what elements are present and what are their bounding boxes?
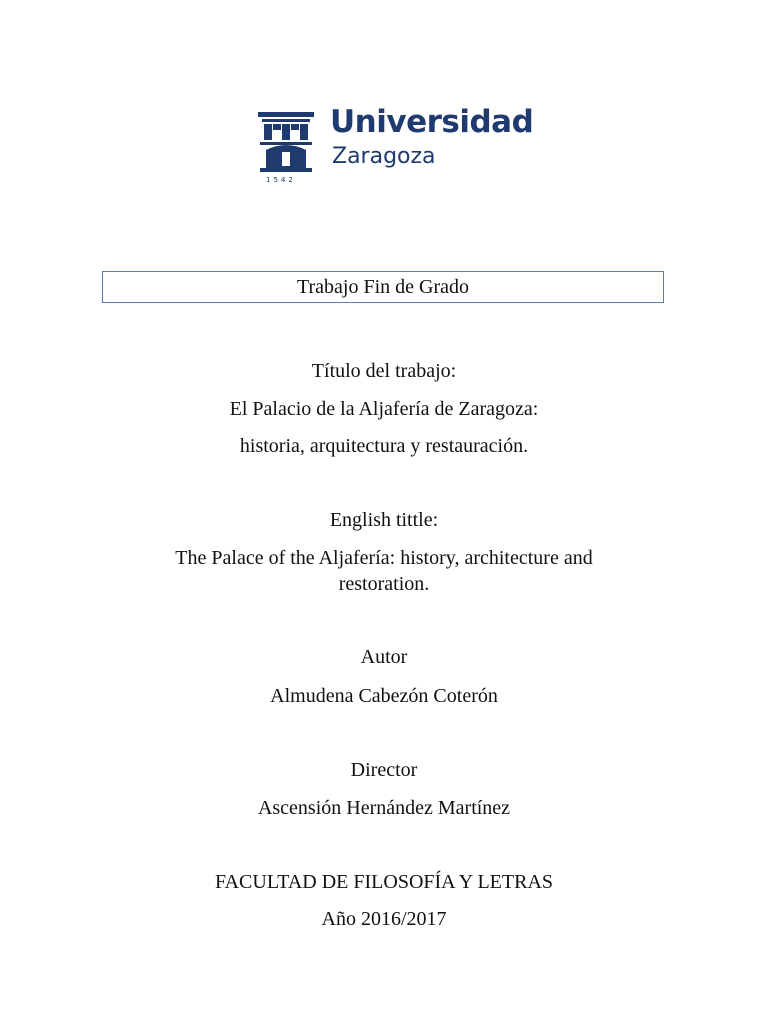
academic-year: Año 2016/2017 [321, 908, 447, 930]
director-name: Ascensión Hernández Martínez [257, 797, 511, 819]
document-type-box [102, 271, 664, 303]
university-logo [256, 104, 536, 190]
author-name: Almudena Cabezón Coterón [270, 685, 498, 707]
english-title-line-1: The Palace of the Aljafería: history, architecture and [175, 547, 593, 569]
director-label: Director [350, 759, 418, 781]
title-label: Título del trabajo: [311, 360, 457, 382]
faculty-name: FACULTAD DE FILOSOFÍA Y LETRAS [214, 871, 554, 893]
founding-year: 1542 [266, 176, 296, 184]
university-crest-icon [256, 110, 316, 176]
english-title-label: English tittle: [329, 509, 439, 531]
university-city: Zaragoza [332, 144, 436, 169]
author-label: Autor [360, 646, 408, 668]
english-title-line-2: restoration. [338, 573, 430, 595]
title-line-1: El Palacio de la Aljafería de Zaragoza: [229, 398, 539, 420]
university-name: Universidad [330, 104, 534, 140]
title-line-2: historia, arquitectura y restauración. [239, 435, 529, 457]
document-type: Trabajo Fin de Grado [296, 276, 470, 298]
